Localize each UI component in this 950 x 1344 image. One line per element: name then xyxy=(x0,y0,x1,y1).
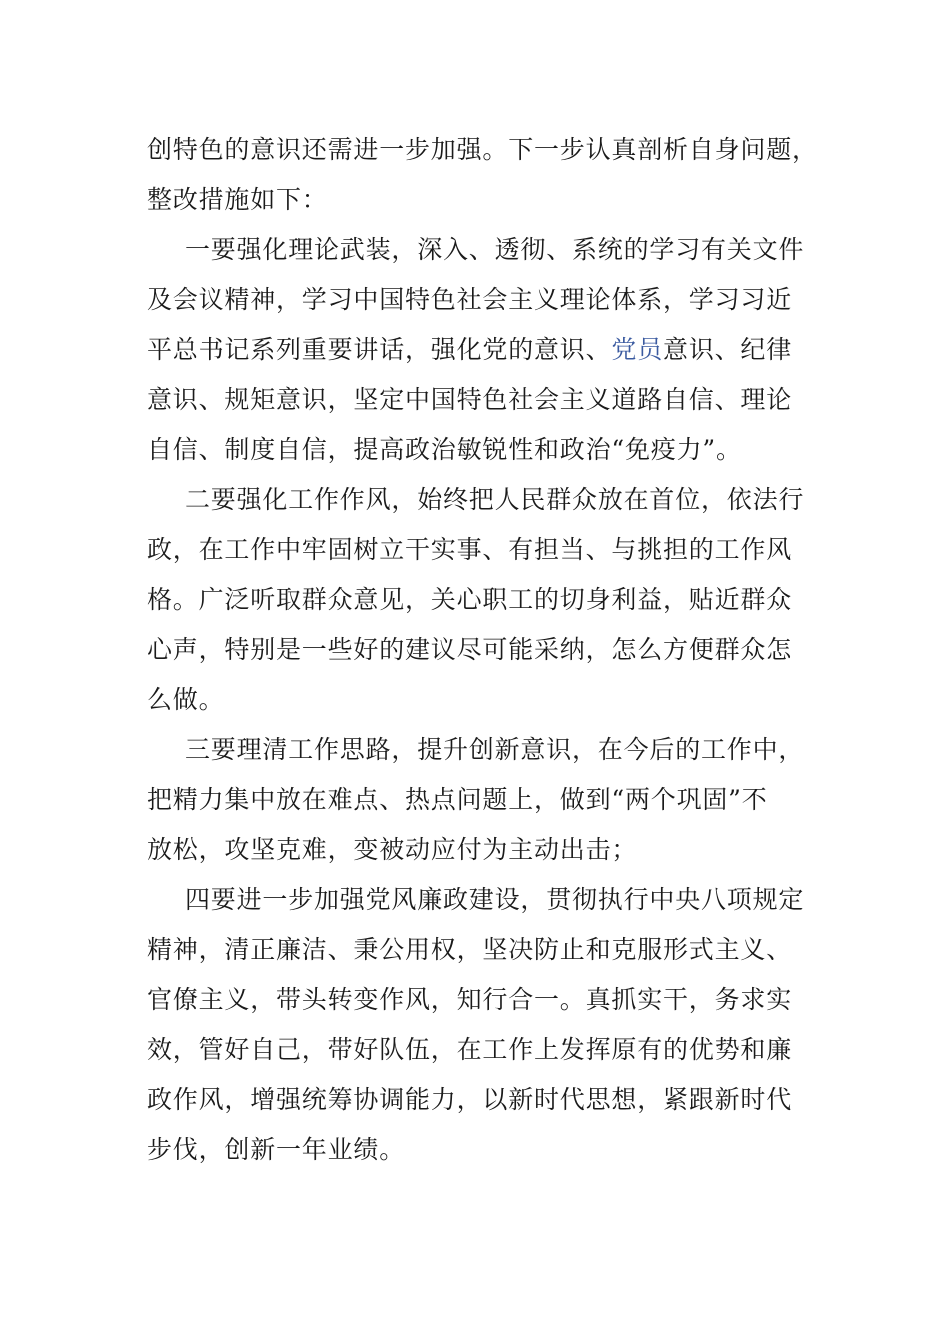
text-segment: 平总书记系列重要讲话，强化党的意识、 xyxy=(147,335,612,364)
text-line: 意识、规矩意识，坚定中国特色社会主义道路自信、理论 xyxy=(147,385,793,414)
text-line: 放松，攻坚克难，变被动应付为主动出击； xyxy=(147,835,638,864)
text-line: 三要理清工作思路，提升创新意识，在今后的工作中， xyxy=(185,735,805,764)
text-line: 四要进一步加强党风廉政建设，贯彻执行中央八项规定 xyxy=(185,885,805,914)
document-body xyxy=(147,125,818,1175)
text-line: 步伐，创新一年业绩。 xyxy=(147,1135,406,1164)
text-line: 精神，清正廉洁、秉公用权，坚决防止和克服形式主义、 xyxy=(147,935,793,964)
text-line: 整改措施如下： xyxy=(147,185,328,214)
text-line: 创特色的意识还需进一步加强。下一步认真剖析自身问题， xyxy=(147,135,818,164)
text-line: 官僚主义，带头转变作风，知行合一。真抓实干，务求实 xyxy=(147,985,793,1014)
paragraph-integrity xyxy=(147,875,805,1175)
text-segment: 意识、纪律 xyxy=(663,335,793,364)
text-line: 把精力集中放在难点、热点问题上，做到“两个巩固”不 xyxy=(147,785,768,814)
text-line: 效，管好自己，带好队伍，在工作上发挥原有的优势和廉 xyxy=(147,1035,793,1064)
paragraph-theory xyxy=(147,225,805,475)
paragraph-work-style xyxy=(147,475,805,725)
text-line: 一要强化理论武装，深入、透彻、系统的学习有关文件 xyxy=(185,235,805,264)
text-line xyxy=(147,325,797,375)
text-line: 么做。 xyxy=(147,685,225,714)
text-line: 及会议精神，学习中国特色社会主义理论体系，学习习近 xyxy=(147,285,793,314)
text-line: 政，在工作中牢固树立干实事、有担当、与挑担的工作风 xyxy=(147,535,793,564)
text-line: 心声，特别是一些好的建议尽可能采纳，怎么方便群众怎 xyxy=(147,635,793,664)
paragraph-work-ideas xyxy=(147,725,805,875)
text-line: 格。广泛听取群众意见，关心职工的切身利益，贴近群众 xyxy=(147,585,793,614)
party-member-link[interactable]: 党员 xyxy=(611,335,664,364)
paragraph-continuation xyxy=(147,125,818,225)
text-line: 政作风，增强统筹协调能力，以新时代思想，紧跟新时代 xyxy=(147,1085,793,1114)
text-line: 自信、制度自信，提高政治敏锐性和政治“免疫力”。 xyxy=(147,435,742,464)
text-line: 二要强化工作作风，始终把人民群众放在首位，依法行 xyxy=(185,485,805,514)
